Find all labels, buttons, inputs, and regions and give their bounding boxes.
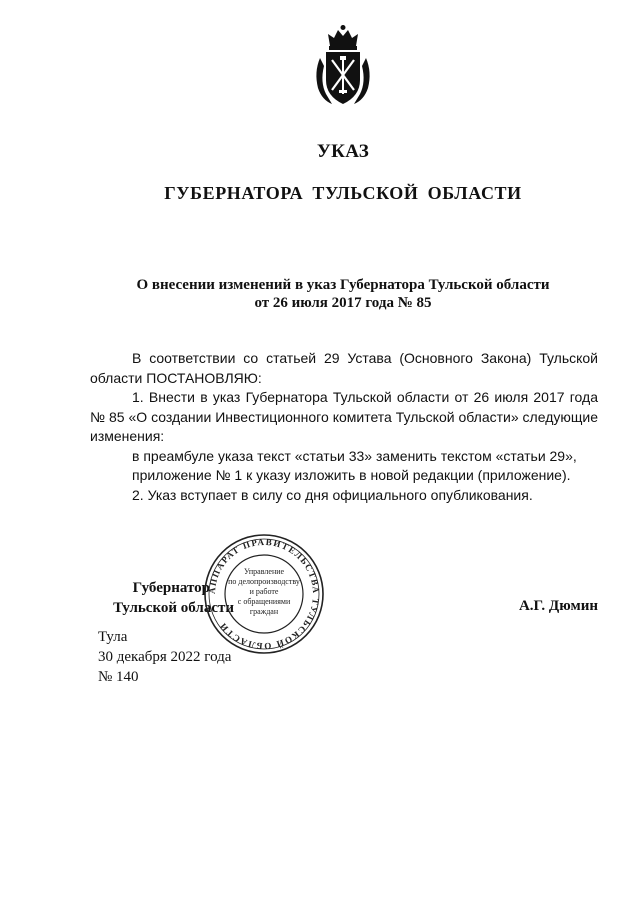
issue-city: Тула (98, 629, 128, 645)
document-body (90, 349, 598, 505)
tula-coat-of-arms-icon (312, 24, 374, 110)
signature-title-line-1: Губернатор (132, 580, 210, 596)
signature-title-line-2: Тульской области (113, 600, 234, 616)
stamp-center-text (225, 567, 303, 617)
body-paragraph-2-line-2: № 85 «О создании Инвестиционного комитета Тульской области» следующие (90, 408, 598, 425)
body-paragraph-2-line-1: 1. Внести в указ Губернатора Тульской области от 26 июля 2017 года (132, 389, 598, 405)
subject-line-2: от 26 июля 2017 года № 85 (254, 295, 432, 311)
issue-date: 30 декабря 2022 года (98, 649, 232, 665)
stamp-line-3: и работе (249, 587, 279, 596)
stamp-ring-text: АППАРАТ ПРАВИТЕЛЬСТВА ТУЛЬСКОЙ ОБЛАСТИ (206, 536, 322, 652)
stamp-line-1: Управление (243, 567, 285, 576)
body-paragraph-5: 2. Указ вступает в силу со дня официального опубликования. (132, 486, 533, 503)
stamp-line-4: с обращениями (237, 597, 291, 606)
document-number: № 140 (98, 669, 139, 685)
body-paragraph-2-line-3: изменения: (90, 428, 165, 444)
body-paragraph-1-line-1: В соответствии со статьей 29 Устава (Основного Закона) Тульской (132, 350, 598, 366)
document-footer (98, 627, 231, 687)
body-paragraph-3: в преамбуле указа текст «статьи 33» заменить текстом «статьи 29», (132, 447, 577, 464)
body-paragraph-1-line-2: области ПОСТАНОВЛЯЮ: (90, 369, 262, 386)
document-issuer: ГУБЕРНАТОРА ТУЛЬСКОЙ ОБЛАСТИ (164, 183, 522, 203)
stamp-line-2: по делопроизводству (228, 577, 300, 586)
document-subject (0, 276, 640, 312)
document-title: УКАЗ (316, 141, 370, 162)
body-paragraph-4: приложение № 1 к указу изложить в новой редакции (приложение). (132, 467, 571, 483)
stamp-line-5: граждан (249, 607, 279, 616)
subject-line-1: О внесении изменений в указ Губернатора Тульской области (136, 277, 550, 293)
signatory-name: А.Г. Дюмин (518, 598, 598, 614)
